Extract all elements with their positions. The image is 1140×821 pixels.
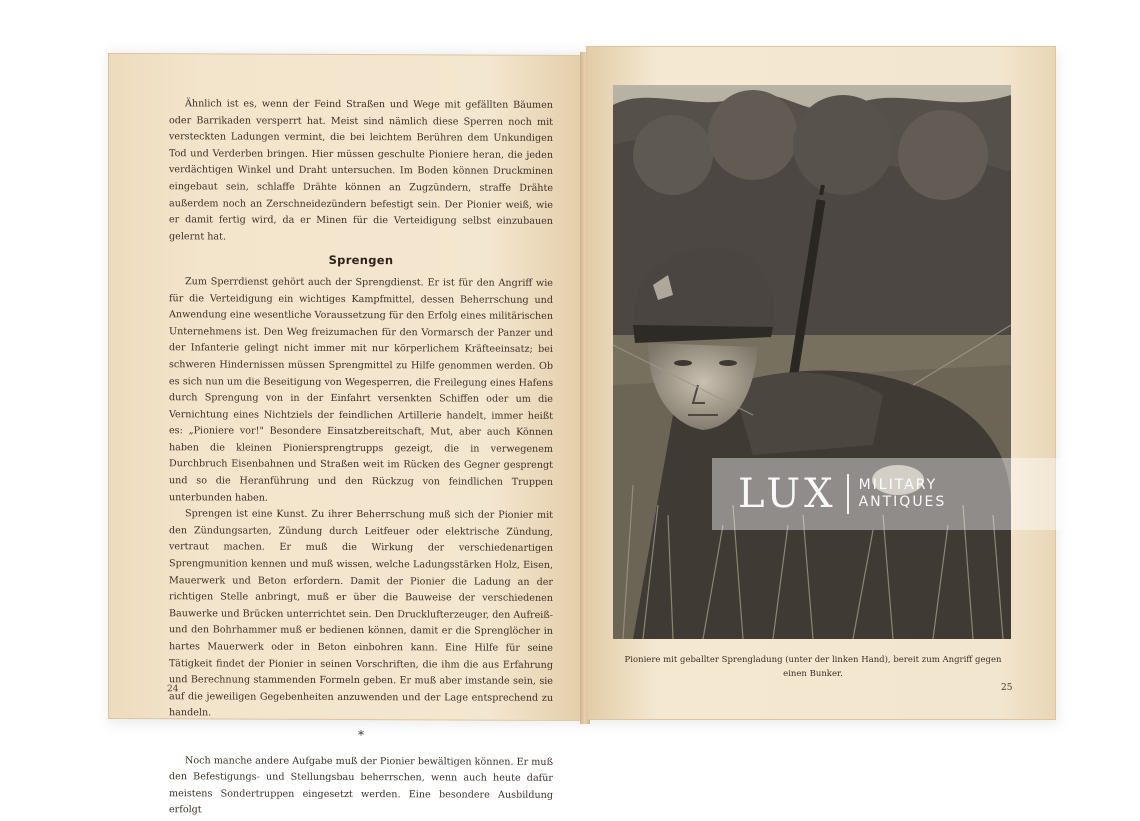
watermark-logo <box>712 458 1140 530</box>
watermark-line-2: ANTIQUES <box>858 494 947 510</box>
paragraph-1: Zum Sperrdienst gehört auch der Sprengdienst. Er ist für den Angriff wie für die Verteidigung ein wichtiges Kampfmittel, dessen Beherrschung und Anwendung eine wesentliche Voraussetzung für den Erfolg eines militärischen Unternehmens ist. Den Weg freizumachen für den Vormarsch der Panzer und der Infanterie gelingt nicht immer mit nur körperlichem Kräfteeinsatz; bei schweren Hindernissen müssen Sprengmittel zu Hilfe genommen werden. Ob es sich nun um die Beseitigung von Wegesperren, die Freilegung eines Hafens durch Sprengung von in der Einfahrt versenkten Schiffen oder um die Vernichtung eines Nichtziels der feindlichen Artillerie handelt, immer heißt es: „Pioniere vor!" Besondere Einsatzbereitschaft, Mut, aber auch Können haben die kleinen Pioniersprengtrupps gezeigt, die in verwegenem Durchbruch Eisenbahnen und Straßen weit im Rücken des Gegner gesprengt und so die Heranführung und den Rückzug von feindlichen Truppen unterbunden haben. <box>169 276 553 504</box>
watermark-brand: LUX <box>738 471 837 517</box>
paragraph-2: Sprengen ist eine Kunst. Zu ihrer Beherrschung muß sich der Pionier mit den Zündungsarten, Zündung durch Leitfeuer oder elektrische Zündung, vertraut machen. Er muß die Wirkung der verschiedenartigen Sprengmunition kennen und muß wissen, welche Ladungsstärken Holz, Eisen, Mauerwerk und Beton erfordern. Damit der Pionier die Ladung an der richtigen Stelle anbringt, muß er über die Bauweise der verschiedenen Bauwerke und Brücken unterrichtet sein. Den Drucklufterzeuger, den Aufreiß- und den Bohrhammer muß er bedienen können, damit er die Sprenglöcher in hartes Mauerwerk oder in Beton einbohren kann. Eine Hilfe für seine Tätigkeit findet der Pionier in seinen Vorschriften, die ihm die aus Erfahrung und Berechnung stammenden Formeln geben. Er muß aber imstande sein, sie auf die jeweiligen Gegebenheiten anzuwenden und der Lage entsprechend zu handeln. <box>169 508 553 719</box>
page-number-left: 24 <box>167 684 179 695</box>
left-page-text <box>169 96 553 821</box>
open-booklet <box>104 44 1058 816</box>
paragraph-3: Noch manche andere Aufgabe muß der Pionier bewältigen können. Er muß den Befestigungs- und Stellungsbau beherrschen, wenn auch heute dafür meistens Sondertruppen eingesetzt werden. Eine besondere Ausbildung erfolgt <box>169 754 553 816</box>
left-page <box>108 53 586 816</box>
right-page <box>586 46 1056 720</box>
watermark-divider <box>847 474 849 514</box>
intro-paragraph: Ähnlich ist es, wenn der Feind Straßen und Wege mit gefällten Bäumen oder Barrikaden versperrt hat. Meist sind nämlich diese Sperren noch mit versteckten Ladungen vermint, die bei leichtem Berühren dem Unkundigen Tod und Verderben bringen. Hier müssen geschulte Pioniere heran, die jeden verdächtigen Winkel und Draht untersuchen. Im Boden können Druckminen eingebaut sein, schlaffe Drähte können an Zugzündern, straffe Drähte außerdem noch an Zerschneidezündern befestigt sein. Der Pionier weiß, wie er damit fertig wird, da er Minen für die Verteidigung selbst einzubauen gelernt hat. <box>169 98 553 243</box>
photo-illustration <box>613 85 1011 639</box>
watermark-subtitle <box>859 477 947 511</box>
photo-caption: Pioniere mit geballter Sprengladung (unter der linken Hand), bereit zum Angriff gegen einen Bunker. <box>624 655 1002 679</box>
section-heading: Sprengen <box>328 253 394 268</box>
page-number-right: 25 <box>1001 683 1013 693</box>
soldier-photo <box>613 85 1011 639</box>
section-separator: * <box>358 728 364 743</box>
watermark-line-1: MILITARY <box>858 477 938 493</box>
